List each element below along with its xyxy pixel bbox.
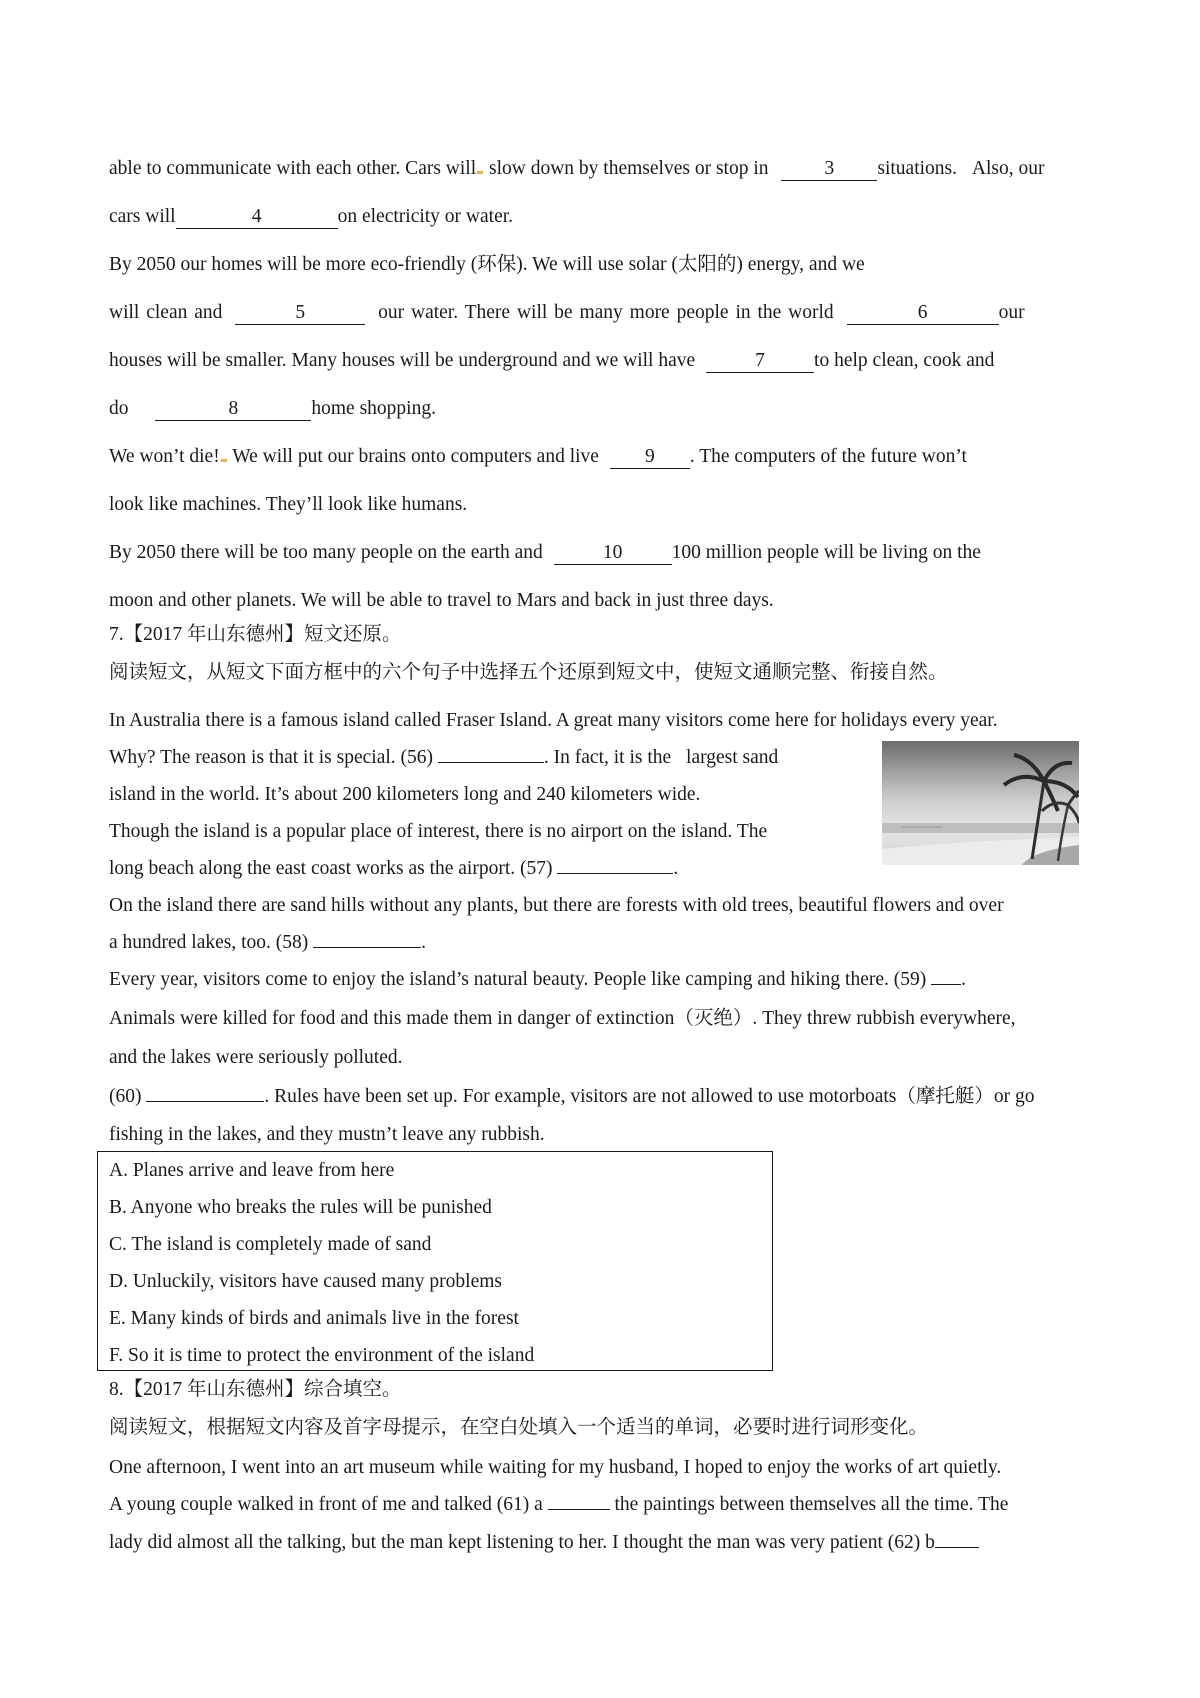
option-b: B. Anyone who breaks the rules will be punished bbox=[109, 1197, 492, 1218]
text: able to communicate with each other. Cars will bbox=[109, 158, 477, 179]
blank-60[interactable] bbox=[146, 1101, 264, 1102]
text: . bbox=[673, 858, 679, 879]
option-d: D. Unluckily, visitors have caused many problems bbox=[109, 1271, 502, 1292]
passage-line: fishing in the lakes, and they mustn’t leave any rubbish. bbox=[109, 1124, 545, 1145]
passage-line bbox=[109, 1530, 979, 1556]
passage-line bbox=[109, 1492, 1008, 1518]
text: . bbox=[961, 969, 967, 990]
option-f: F. So it is time to protect the environment of the island bbox=[109, 1345, 535, 1366]
passage-line bbox=[109, 204, 513, 230]
island-beach-image bbox=[882, 741, 1079, 865]
passage-line bbox=[109, 967, 966, 993]
question-8-heading: 8.【2017 年山东德州】综合填空。 bbox=[109, 1379, 402, 1400]
passage-line: look like machines. They’ll look like humans. bbox=[109, 494, 468, 515]
blank-61[interactable] bbox=[548, 1509, 610, 1510]
text: Also, our bbox=[971, 158, 1045, 179]
text: . In fact, it is the bbox=[543, 747, 672, 768]
options-box bbox=[97, 1151, 773, 1371]
text: slow down by themselves or stop in bbox=[489, 158, 769, 179]
passage-line bbox=[109, 396, 436, 422]
text: . The computers of the future won’t bbox=[689, 446, 967, 467]
option-c: C. The island is completely made of sand bbox=[109, 1234, 432, 1255]
passage-line bbox=[109, 540, 981, 566]
passage-line: Animals were killed for food and this made them in danger of extinction（灭绝）. They threw rubbish everywhere, bbox=[109, 1008, 1016, 1029]
text: Why? The reason is that it is special. (56) bbox=[109, 747, 434, 768]
text: on electricity or water. bbox=[337, 206, 514, 227]
text: home shopping. bbox=[311, 398, 436, 419]
text: do bbox=[109, 398, 129, 419]
blank-9[interactable]: 9 bbox=[610, 446, 690, 469]
passage-line bbox=[109, 1084, 1034, 1110]
text: . Rules have been set up. For example, visitors are not allowed to use motorboats（摩托艇）or go bbox=[264, 1086, 1035, 1107]
blank-57[interactable] bbox=[557, 873, 673, 874]
blank-56[interactable] bbox=[438, 762, 544, 763]
blank-6[interactable]: 6 bbox=[847, 302, 999, 325]
passage-line: and the lakes were seriously polluted. bbox=[109, 1047, 403, 1068]
highlight-mark bbox=[221, 459, 227, 462]
text: cars will bbox=[109, 206, 176, 227]
passage-line: One afternoon, I went into an art museum while waiting for my husband, I hoped to enjoy the works of art quietly. bbox=[109, 1457, 1002, 1478]
option-e: E. Many kinds of birds and animals live in the forest bbox=[109, 1308, 519, 1329]
passage-line bbox=[109, 930, 426, 956]
text: situations. bbox=[877, 158, 958, 179]
passage-line bbox=[109, 444, 967, 470]
option-a: A. Planes arrive and leave from here bbox=[109, 1160, 395, 1181]
passage-line bbox=[109, 745, 778, 771]
blank-8[interactable]: 8 bbox=[155, 398, 311, 421]
blank-10[interactable]: 10 bbox=[554, 542, 672, 565]
text: the paintings between themselves all the time. The bbox=[614, 1494, 1009, 1515]
passage-line: island in the world. It’s about 200 kilometers long and 240 kilometers wide. bbox=[109, 784, 701, 805]
passage-line: In Australia there is a famous island called Fraser Island. A great many visitors come here for holidays every year. bbox=[109, 710, 998, 731]
text: Every year, visitors come to enjoy the island’s natural beauty. People like camping and hiking there. (59) bbox=[109, 969, 927, 990]
blank-62[interactable] bbox=[935, 1547, 979, 1548]
text: (60) bbox=[109, 1086, 142, 1107]
text: will clean and bbox=[109, 302, 223, 323]
blank-59[interactable] bbox=[931, 984, 961, 985]
text: largest sand bbox=[686, 747, 779, 768]
blank-7[interactable]: 7 bbox=[706, 350, 814, 373]
passage-line bbox=[109, 300, 1025, 326]
question-7-instruction: 阅读短文，从短文下面方框中的六个句子中选择五个还原到短文中，使短文通顺完整、衔接自然。 bbox=[109, 662, 948, 683]
passage-line: Though the island is a popular place of interest, there is no airport on the island. The bbox=[109, 821, 768, 842]
passage-line bbox=[109, 856, 678, 882]
blank-3[interactable]: 3 bbox=[781, 158, 877, 181]
passage-line: By 2050 our homes will be more eco-friendly (环保). We will use solar (太阳的) energy, and we bbox=[109, 254, 865, 275]
text: lady did almost all the talking, but the man kept listening to her. I thought the man was very patient (62) b bbox=[109, 1532, 935, 1553]
passage-line bbox=[109, 156, 1044, 182]
text: a hundred lakes, too. (58) bbox=[109, 932, 309, 953]
text: By 2050 there will be too many people on the earth and bbox=[109, 542, 543, 563]
text: our bbox=[998, 302, 1025, 323]
passage-line bbox=[109, 348, 994, 374]
blank-5[interactable]: 5 bbox=[235, 302, 365, 325]
passage-line: moon and other planets. We will be able to travel to Mars and back in just three days. bbox=[109, 590, 774, 611]
blank-58[interactable] bbox=[313, 947, 421, 948]
text: houses will be smaller. Many houses will be underground and we will have bbox=[109, 350, 696, 371]
passage-line: On the island there are sand hills without any plants, but there are forests with old trees, beautiful flowers and over bbox=[109, 895, 1004, 916]
text: long beach along the east coast works as the airport. (57) bbox=[109, 858, 553, 879]
text: our water. There will be many more people in the world bbox=[378, 302, 834, 323]
question-8-instruction: 阅读短文，根据短文内容及首字母提示，在空白处填入一个适当的单词，必要时进行词形变化。 bbox=[109, 1417, 929, 1438]
text: We will put our brains onto computers and live bbox=[232, 446, 599, 467]
text: . bbox=[421, 932, 427, 953]
blank-4[interactable]: 4 bbox=[176, 206, 338, 229]
highlight-mark bbox=[477, 171, 483, 174]
text: A young couple walked in front of me and talked (61) a bbox=[109, 1494, 543, 1515]
text: We won’t die! bbox=[109, 446, 220, 467]
question-7-heading: 7.【2017 年山东德州】短文还原。 bbox=[109, 624, 402, 645]
text: to help clean, cook and bbox=[814, 350, 995, 371]
text: 100 million people will be living on the bbox=[671, 542, 981, 563]
